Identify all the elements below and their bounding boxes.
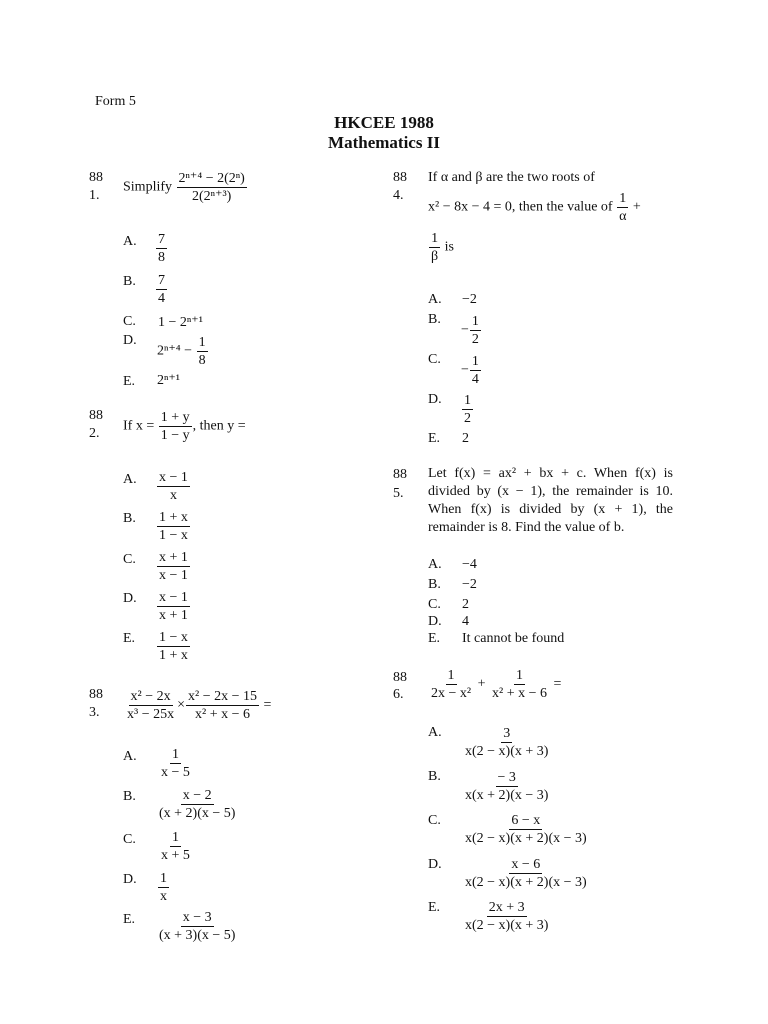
fraction-denominator: x(2 − x)(x + 3) — [465, 918, 549, 933]
option-d-text: 2ⁿ⁺⁴ − — [157, 343, 193, 359]
fraction-numerator: 1 — [516, 668, 523, 683]
question-line-2-text: x² − 8x − 4 = 0, then the value of — [428, 199, 613, 215]
question-year: 88 — [89, 687, 103, 702]
fraction-denominator: x − 5 — [161, 765, 190, 780]
fraction-denominator: x — [169, 488, 177, 503]
question-prompt: Simplify — [123, 179, 173, 195]
option-c: 1 − 2ⁿ⁺¹ — [158, 315, 203, 330]
option-b — [155, 272, 168, 307]
option-a: −2 — [462, 292, 477, 307]
fraction-denominator: 8 — [198, 353, 206, 368]
fraction-denominator: 4 — [471, 372, 479, 387]
option-label-c: C. — [428, 352, 441, 367]
fraction-numerator: 7 — [158, 232, 165, 247]
option-c: 2 — [462, 597, 469, 612]
question-number: 6. — [393, 687, 404, 702]
fraction-denominator: 1 − x — [159, 528, 188, 543]
option-a — [155, 231, 168, 266]
option-label-e: E. — [428, 631, 441, 646]
option-a: −4 — [462, 557, 477, 572]
question-prompt: If x = — [123, 418, 155, 434]
option-label-b: B. — [428, 312, 441, 327]
option-d — [156, 589, 191, 624]
fraction-numerator: 1 — [198, 335, 206, 350]
fraction-numerator: x + 1 — [159, 550, 188, 565]
fraction-numerator: − 3 — [497, 770, 516, 785]
fraction-denominator: x(2 − x)(x + 2)(x − 3) — [465, 875, 587, 890]
question-year: 88 — [393, 170, 407, 185]
fraction-denominator: x + 1 — [159, 608, 188, 623]
option-label-b: B. — [428, 577, 441, 592]
option-label-d: D. — [123, 333, 137, 348]
question-year: 88 — [89, 408, 103, 423]
fraction-numerator: 1 — [160, 871, 167, 886]
fraction-denominator: 2(2ⁿ⁺³) — [192, 189, 232, 204]
fraction-denominator: x − 1 — [159, 568, 188, 583]
fraction-denominator: 1 − y — [160, 428, 190, 443]
question-stem — [124, 688, 271, 723]
fraction-numerator: 1 — [171, 830, 179, 845]
question-line-3 — [428, 230, 454, 265]
fraction-numerator: x − 2 — [182, 788, 212, 803]
option-label-c: C. — [428, 597, 441, 612]
fraction-numerator: x − 1 — [159, 590, 188, 605]
option-b — [156, 787, 238, 822]
option-b — [462, 769, 551, 804]
fraction-numerator: 1 — [471, 314, 479, 329]
option-a — [462, 725, 551, 760]
fraction-numerator: 1 — [464, 393, 471, 408]
fraction-denominator: x + 5 — [161, 848, 190, 863]
option-label-a: A. — [428, 292, 442, 307]
fraction-denominator: x² + x − 6 — [492, 686, 547, 701]
question-line-1: If α and β are the two roots of — [428, 170, 595, 185]
fraction-denominator: α — [619, 209, 627, 224]
fraction-denominator: β — [431, 249, 439, 264]
option-a — [156, 469, 191, 504]
option-d — [461, 392, 474, 427]
fraction-denominator: (x + 2)(x − 5) — [159, 806, 236, 821]
fraction-numerator: 7 — [158, 273, 165, 288]
fraction-denominator: (x + 3)(x − 5) — [159, 928, 236, 943]
option-d: 4 — [462, 614, 469, 629]
plus-sign: + — [477, 676, 486, 692]
fraction-numerator: 1 — [431, 231, 439, 246]
fraction-denominator: x(2 − x)(x + 3) — [465, 744, 549, 759]
fraction-numerator: x − 1 — [159, 470, 188, 485]
minus-sign: − — [461, 322, 469, 338]
fraction-numerator: 3 — [503, 726, 511, 741]
question-line-2 — [428, 190, 641, 225]
minus-sign: − — [461, 362, 469, 378]
page-subtitle: Mathematics II — [328, 133, 440, 152]
option-c — [158, 829, 193, 864]
plus-sign: + — [632, 199, 641, 215]
fraction-numerator: 1 − x — [159, 630, 188, 645]
option-label-d: D. — [123, 872, 137, 887]
fraction-numerator: 1 — [619, 191, 627, 206]
option-d — [157, 334, 209, 369]
option-b: −2 — [462, 577, 477, 592]
equals-sign: = — [553, 676, 562, 692]
option-e: 2ⁿ⁺¹ — [157, 373, 180, 388]
fraction-numerator: 1 + x — [159, 510, 188, 525]
question-number: 4. — [393, 188, 404, 203]
option-e: 2 — [462, 431, 469, 446]
option-e — [156, 909, 238, 944]
option-label-b: B. — [428, 769, 441, 784]
fraction-numerator: 1 + y — [160, 410, 190, 425]
option-label-b: B. — [123, 274, 136, 289]
option-label-a: A. — [428, 557, 442, 572]
fraction-denominator: x — [160, 889, 167, 904]
option-label-d: D. — [428, 857, 442, 872]
fraction-numerator: 1 — [447, 668, 455, 683]
option-label-a: A. — [123, 472, 137, 487]
page-title: HKCEE 1988 — [334, 113, 434, 132]
option-d — [157, 870, 170, 905]
question-number: 5. — [393, 486, 404, 501]
option-label-d: D. — [428, 392, 442, 407]
option-label-d: D. — [123, 591, 137, 606]
fraction-denominator: 4 — [158, 291, 165, 306]
fraction-numerator: x − 6 — [511, 857, 541, 872]
equals-sign: = — [263, 697, 272, 713]
option-label-e: E. — [428, 900, 441, 915]
option-label-e: E. — [428, 431, 441, 446]
option-d — [462, 856, 590, 891]
fraction-denominator: x(x + 2)(x − 3) — [465, 788, 549, 803]
question-text: Let f(x) = ax² + bx + c. When f(x) is divided by (x − 1), the remainder is 10. When f(x) is divided by (x + 1), the remainder is 8. Find the value of b. — [428, 466, 673, 535]
form-label: Form 5 — [95, 94, 136, 109]
fraction-denominator: 2x − x² — [431, 686, 472, 701]
option-b — [461, 313, 482, 348]
question-stem — [428, 667, 561, 702]
option-label-c: C. — [123, 552, 136, 567]
option-label-a: A. — [123, 749, 137, 764]
option-label-b: B. — [123, 511, 136, 526]
question-number: 3. — [89, 705, 100, 720]
fraction-numerator: 2x + 3 — [488, 900, 525, 915]
option-a — [158, 746, 193, 781]
question-prompt-tail: , then y = — [192, 418, 246, 434]
fraction-denominator: x³ − 25x — [127, 707, 175, 722]
option-label-c: C. — [428, 813, 441, 828]
fraction-denominator: 2 — [464, 411, 471, 426]
fraction-denominator: 1 + x — [159, 648, 188, 663]
option-c — [461, 353, 482, 388]
option-b — [156, 509, 191, 544]
question-year: 88 — [89, 170, 103, 185]
question-number: 1. — [89, 188, 100, 203]
fraction-numerator: 2ⁿ⁺⁴ − 2(2ⁿ) — [178, 171, 245, 186]
fraction-numerator: 1 — [171, 747, 179, 762]
option-label-c: C. — [123, 314, 136, 329]
option-e — [156, 629, 191, 664]
option-label-e: E. — [123, 374, 136, 389]
fraction-numerator: x² − 2x — [130, 689, 171, 704]
fraction-numerator: x − 3 — [182, 910, 212, 925]
option-label-c: C. — [123, 832, 136, 847]
option-label-a: A. — [123, 234, 137, 249]
fraction-denominator: 2 — [471, 332, 479, 347]
question-fraction — [177, 170, 247, 205]
question-year: 88 — [393, 467, 407, 482]
option-label-a: A. — [428, 725, 442, 740]
question-year: 88 — [393, 670, 407, 685]
fraction-numerator: 1 — [471, 354, 479, 369]
option-label-d: D. — [428, 614, 442, 629]
fraction-denominator: 8 — [158, 250, 165, 265]
fraction-denominator: x(2 − x)(x + 2)(x − 3) — [465, 831, 587, 846]
option-e — [462, 899, 551, 934]
option-label-e: E. — [123, 631, 136, 646]
option-label-e: E. — [123, 912, 136, 927]
times-sign: × — [177, 697, 185, 713]
option-e: It cannot be found — [462, 631, 565, 646]
question-stem — [123, 409, 246, 444]
fraction-numerator: 6 − x — [511, 813, 541, 828]
question-number: 2. — [89, 426, 100, 441]
fraction-numerator: x² − 2x − 15 — [188, 689, 257, 704]
question-tail: is — [444, 239, 454, 255]
option-label-b: B. — [123, 789, 136, 804]
fraction-denominator: x² + x − 6 — [195, 707, 250, 722]
option-c — [156, 549, 191, 584]
question-stem — [123, 170, 248, 205]
option-c — [462, 812, 590, 847]
